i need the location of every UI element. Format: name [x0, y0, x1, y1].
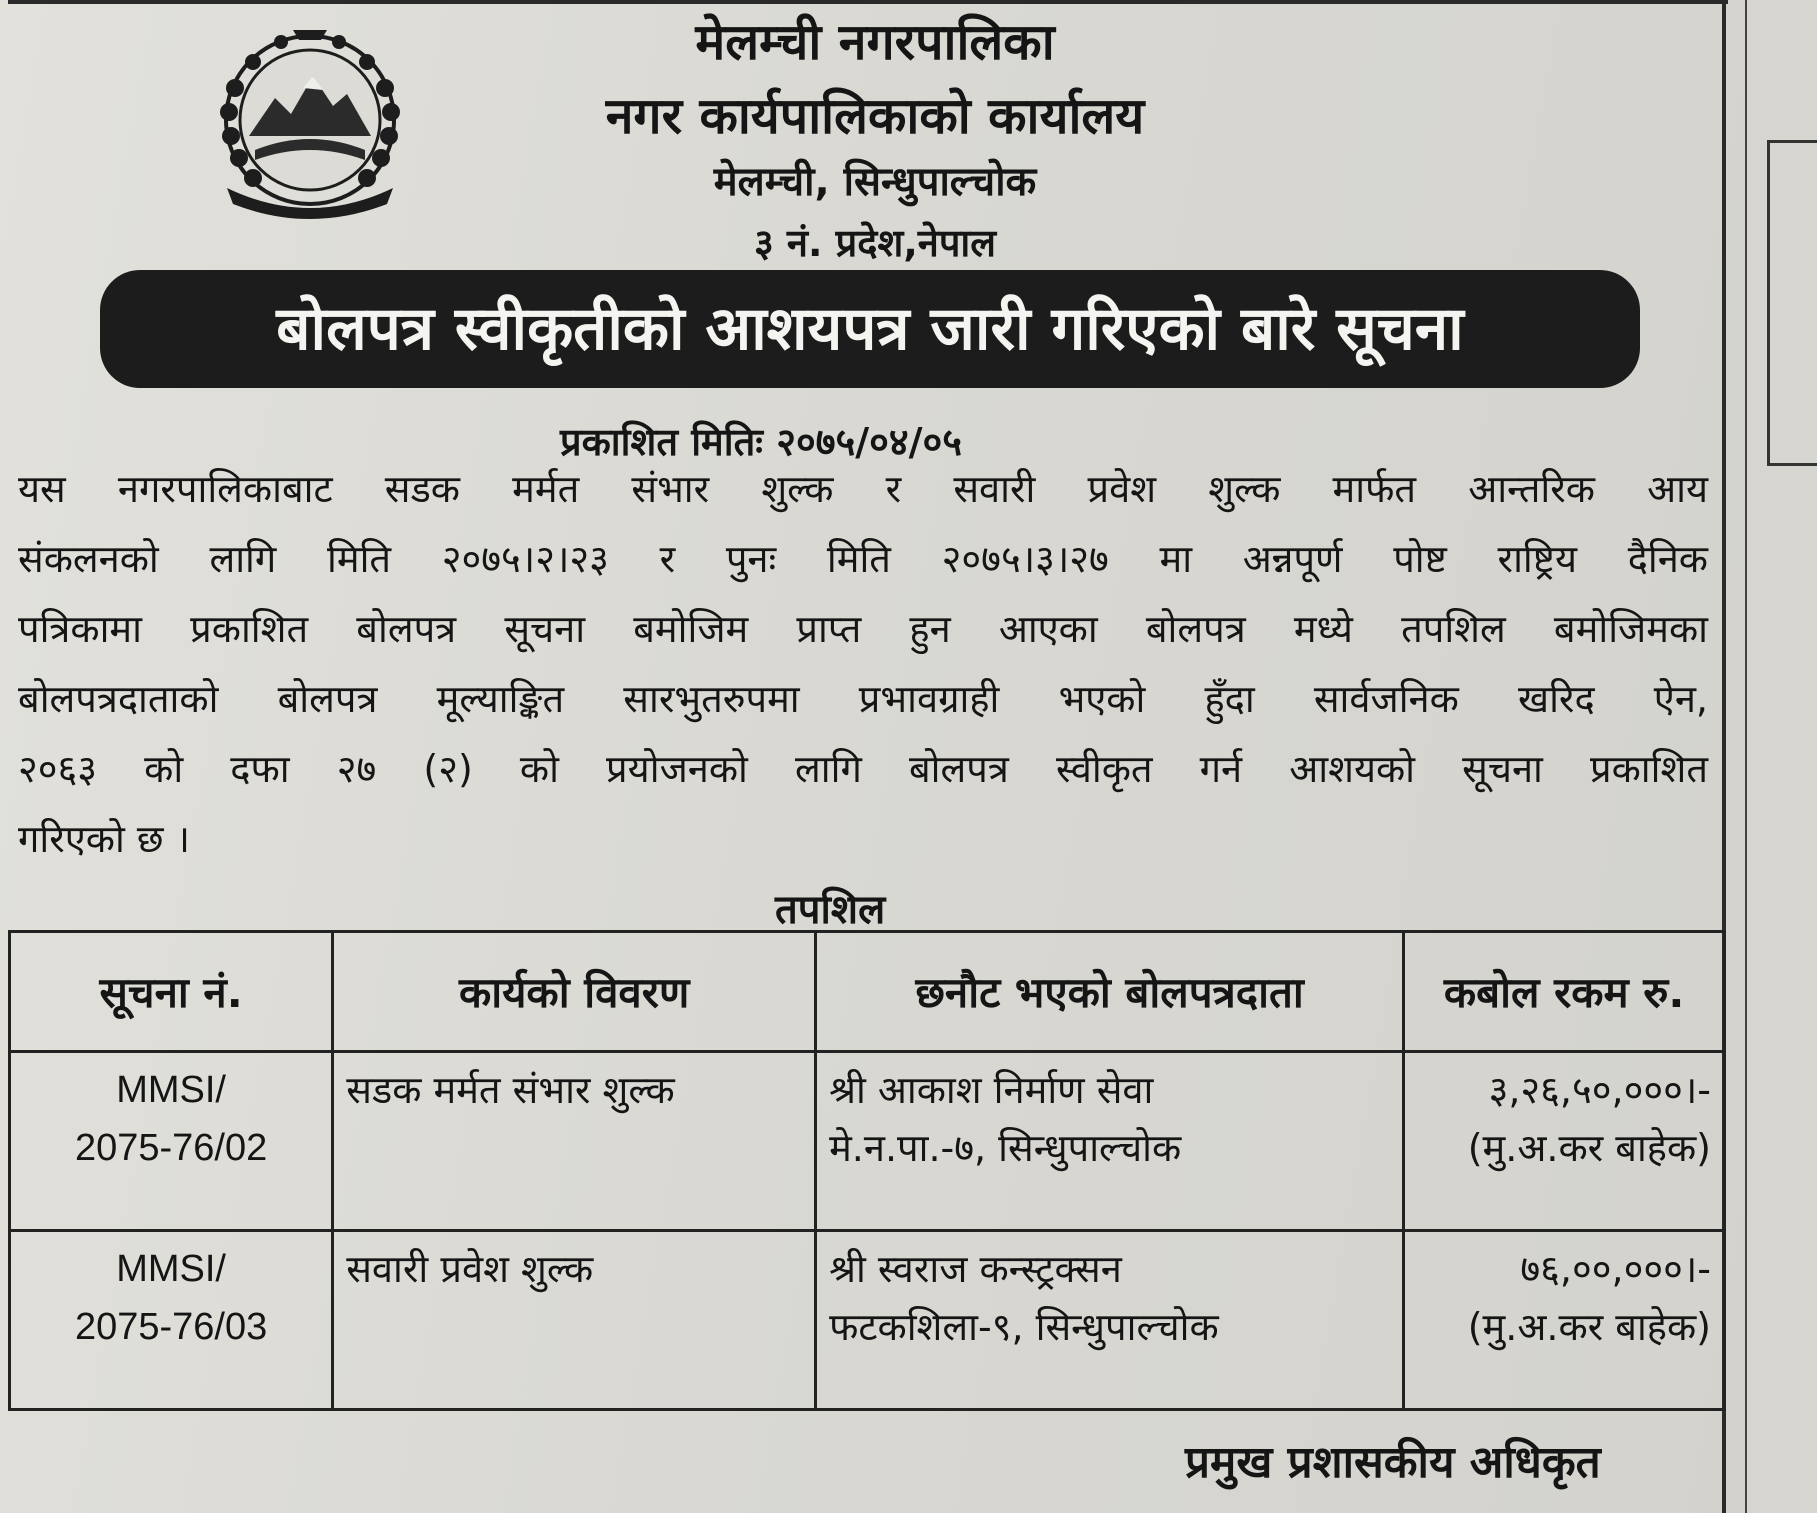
header-selected-bidder: छनौट भएको बोलपत्रदाता: [816, 932, 1404, 1052]
province-country: ३ नं. प्रदेश,नेपाल: [753, 221, 997, 265]
paragraph-line: गरिएको छ ।: [18, 817, 191, 861]
adjacent-column: [1745, 0, 1817, 1513]
office-location: मेलम्ची, सिन्धुपाल्चोक: [713, 159, 1037, 205]
amount-value: ३,२६,५०,०००।-: [1488, 1068, 1711, 1112]
paragraph-line: पत्रिकामा प्रकाशित बोलपत्र सूचना बमोजिम प्राप्त हुन आएका बोलपत्र मध्ये तपशिल बमोजिमका: [18, 607, 1708, 651]
amount-value: ७६,००,०००।-: [1520, 1247, 1711, 1291]
schedule-table: [8, 930, 1726, 1411]
paragraph-line: बोलपत्रदाताको बोलपत्र मूल्याङ्कित सारभुतरुपमा प्रभावग्राही भएको हुँदा सार्वजनिक खरिद ऐन,: [18, 677, 1708, 721]
bidder-cell: [816, 1231, 1404, 1410]
municipality-name: मेलम्ची नगरपालिका: [695, 13, 1055, 71]
notice-number-part: 2075-76/02: [74, 1127, 268, 1169]
border-top: [8, 0, 1728, 4]
amount-cell: [1404, 1052, 1725, 1231]
notice-number-part: MMSI/: [116, 1069, 226, 1111]
amount-cell: [1404, 1231, 1725, 1410]
paragraph-line: संकलनको लागि मिति २०७५।२।२३ र पुनः मिति २०७५।३।२७ मा अन्नपूर्ण पोष्ट राष्ट्रिय दैनिक: [18, 537, 1708, 581]
paragraph-line: यस नगरपालिकाबाट सडक मर्मत संभार शुल्क र सवारी प्रवेश शुल्क मार्फत आन्तरिक आय: [18, 467, 1708, 511]
signatory-title: प्रमुख प्रशासकीय अधिकृत: [1185, 1437, 1601, 1488]
bidder-cell: [816, 1052, 1404, 1231]
notice-number-part: 2075-76/03: [74, 1306, 268, 1348]
header-work-description: कार्यको विवरण: [333, 932, 816, 1052]
notice-number-cell: [10, 1231, 333, 1410]
notice-number-part: MMSI/: [116, 1248, 226, 1290]
header-notice-no: सूचना नं.: [10, 932, 333, 1052]
bidder-name: श्री स्वराज कन्स्ट्रक्सन: [829, 1247, 1122, 1291]
paragraph-line: २०६३ को दफा २७ (२) को प्रयोजनको लागि बोलपत्र स्वीकृत गर्न आशयको सूचना प्रकाशित: [18, 747, 1708, 791]
office-name: नगर कार्यपालिकाको कार्यालय: [605, 87, 1145, 145]
amount-note: (मु.अ.कर बाहेक): [1467, 1126, 1711, 1170]
bidder-address: फटकशिला-९, सिन्धुपाल्चोक: [829, 1305, 1219, 1349]
notice-title-banner: बोलपत्र स्वीकृतीको आशयपत्र जारी गरिएको बारे सूचना: [100, 270, 1640, 388]
table-row: [10, 1231, 1725, 1410]
notice-number-cell: [10, 1052, 333, 1231]
published-date: प्रकाशित मितिः २०७५/०४/०५: [560, 420, 963, 464]
table-row: [10, 1052, 1725, 1231]
header-bid-amount: कबोल रकम रु.: [1404, 932, 1725, 1052]
work-description-cell: सडक मर्मत संभार शुल्क: [333, 1052, 816, 1231]
adjacent-box: [1767, 140, 1817, 466]
bidder-name: श्री आकाश निर्माण सेवा: [829, 1068, 1154, 1112]
work-description-cell: सवारी प्रवेश शुल्क: [333, 1231, 816, 1410]
table-header-row: [10, 932, 1725, 1052]
schedule-title: तपशिल: [775, 887, 886, 933]
bidder-address: मे.न.पा.-७, सिन्धुपाल्चोक: [829, 1126, 1182, 1170]
amount-note: (मु.अ.कर बाहेक): [1467, 1305, 1711, 1349]
